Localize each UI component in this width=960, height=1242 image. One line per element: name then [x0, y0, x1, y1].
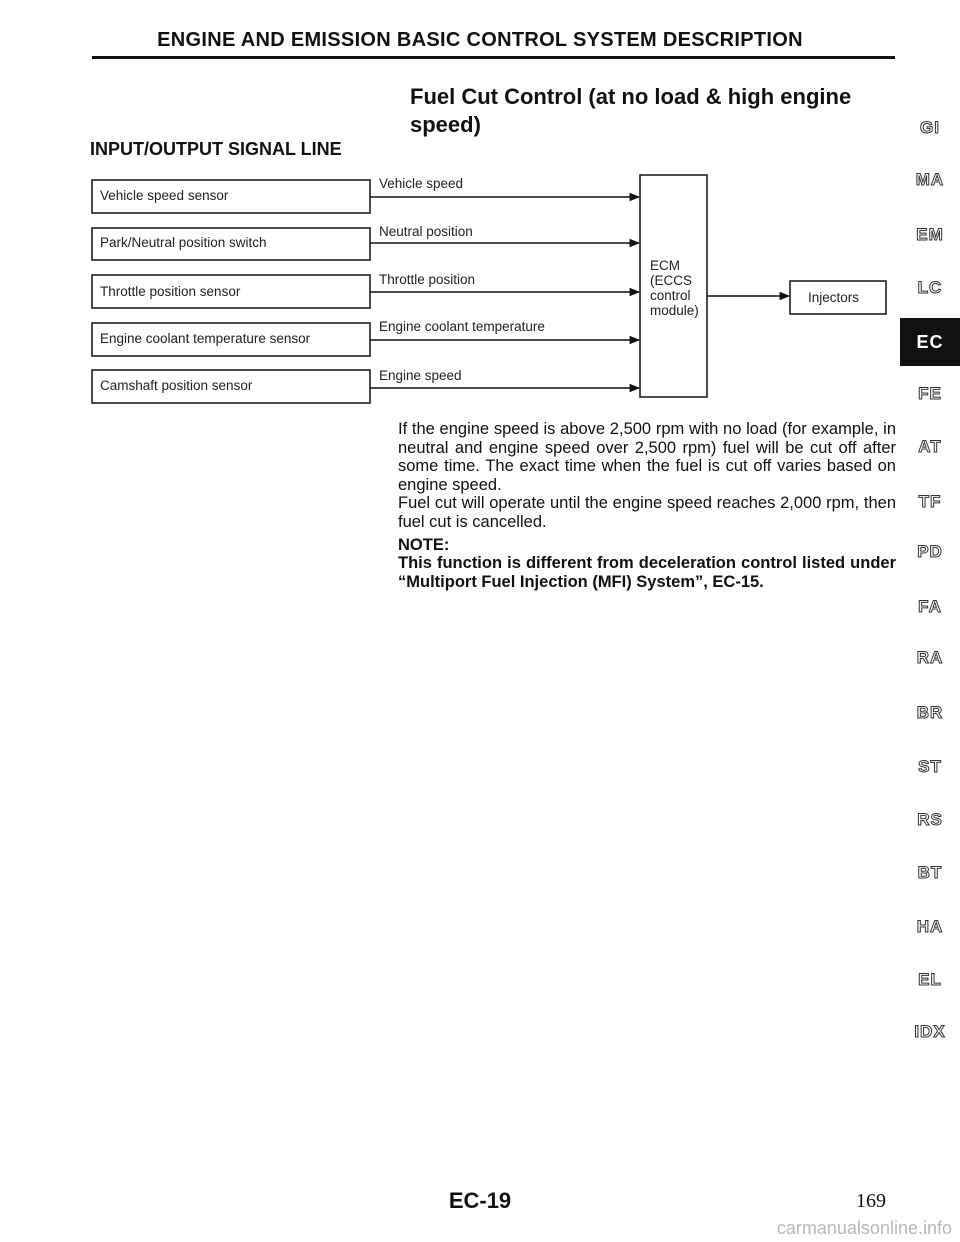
input-row-neutral-position: [92, 224, 639, 260]
signal-line-diagram: [0, 0, 960, 420]
tab-pd[interactable]: PD: [917, 542, 943, 561]
section-index-tabs: [900, 0, 960, 1242]
ecm-label-line1: ECM: [650, 258, 680, 273]
note-text: This function is different from deceleration control listed under “Multiport Fuel Injection (MFI) System”, EC-15.: [398, 554, 896, 591]
paragraph-1: If the engine speed is above 2,500 rpm with no load (for example, in neutral and engine speed over 2,500 rpm) fuel will be cut off after some time. The exact time when the fuel is cut off varies based on engine speed.: [398, 420, 896, 494]
subsection-title: INPUT/OUTPUT SIGNAL LINE: [90, 139, 342, 159]
sensor-label: Vehicle speed sensor: [100, 188, 229, 203]
watermark: carmanualsonline.info: [776, 1218, 952, 1238]
paragraph-2: Fuel cut will operate until the engine speed reaches 2,000 rpm, then fuel cut is cancelled.: [398, 494, 896, 531]
tab-em[interactable]: EM: [916, 225, 944, 244]
tab-ec-active[interactable]: EC: [900, 318, 960, 366]
page-code: EC-19: [448, 1188, 512, 1213]
ecm-label-line4: module): [650, 303, 699, 318]
tab-at[interactable]: AT: [918, 437, 942, 456]
sensor-label: Park/Neutral position switch: [100, 235, 267, 250]
section-title: Fuel Cut Control (at no load & high engine speed): [410, 84, 852, 137]
tab-ha[interactable]: HA: [916, 917, 944, 936]
sensor-label: Throttle position sensor: [100, 284, 241, 299]
ecm-label-line3: control: [650, 288, 691, 303]
input-row-engine-speed: [92, 368, 639, 403]
tab-ra[interactable]: RA: [916, 648, 944, 667]
injectors-block: [790, 281, 886, 314]
injectors-label: Injectors: [808, 290, 860, 305]
signal-label: Throttle position: [379, 272, 476, 287]
input-row-throttle-position: [92, 272, 639, 308]
tab-fa[interactable]: FA: [918, 597, 942, 616]
tab-ma[interactable]: MA: [915, 170, 945, 189]
page-number: 169: [856, 1190, 886, 1212]
note-label: NOTE:: [398, 535, 450, 554]
tab-gi[interactable]: GI: [920, 118, 940, 137]
tab-st[interactable]: ST: [918, 757, 942, 776]
signal-label: Engine speed: [379, 368, 462, 383]
ecm-block: [640, 175, 707, 397]
input-row-vehicle-speed: [92, 176, 639, 213]
tab-idx[interactable]: IDX: [914, 1022, 946, 1041]
input-row-coolant-temperature: [92, 319, 639, 356]
tab-bt[interactable]: BT: [917, 863, 943, 882]
tab-fe[interactable]: FE: [918, 384, 942, 403]
signal-label: Neutral position: [379, 224, 473, 239]
page-header-title: ENGINE AND EMISSION BASIC CONTROL SYSTEM DESCRIPTION: [157, 29, 803, 51]
tab-rs[interactable]: RS: [917, 810, 943, 829]
tab-lc[interactable]: LC: [917, 278, 943, 297]
tab-el[interactable]: EL: [918, 970, 942, 989]
signal-label: Vehicle speed: [379, 176, 464, 191]
description-text: [398, 420, 896, 591]
tab-br[interactable]: BR: [916, 703, 944, 722]
ecm-label-line2: (ECCS: [650, 273, 693, 288]
sensor-label: Engine coolant temperature sensor: [100, 331, 311, 346]
tab-tf[interactable]: TF: [918, 492, 942, 511]
sensor-label: Camshaft position sensor: [100, 378, 253, 393]
signal-label: Engine coolant temperature: [379, 319, 545, 334]
